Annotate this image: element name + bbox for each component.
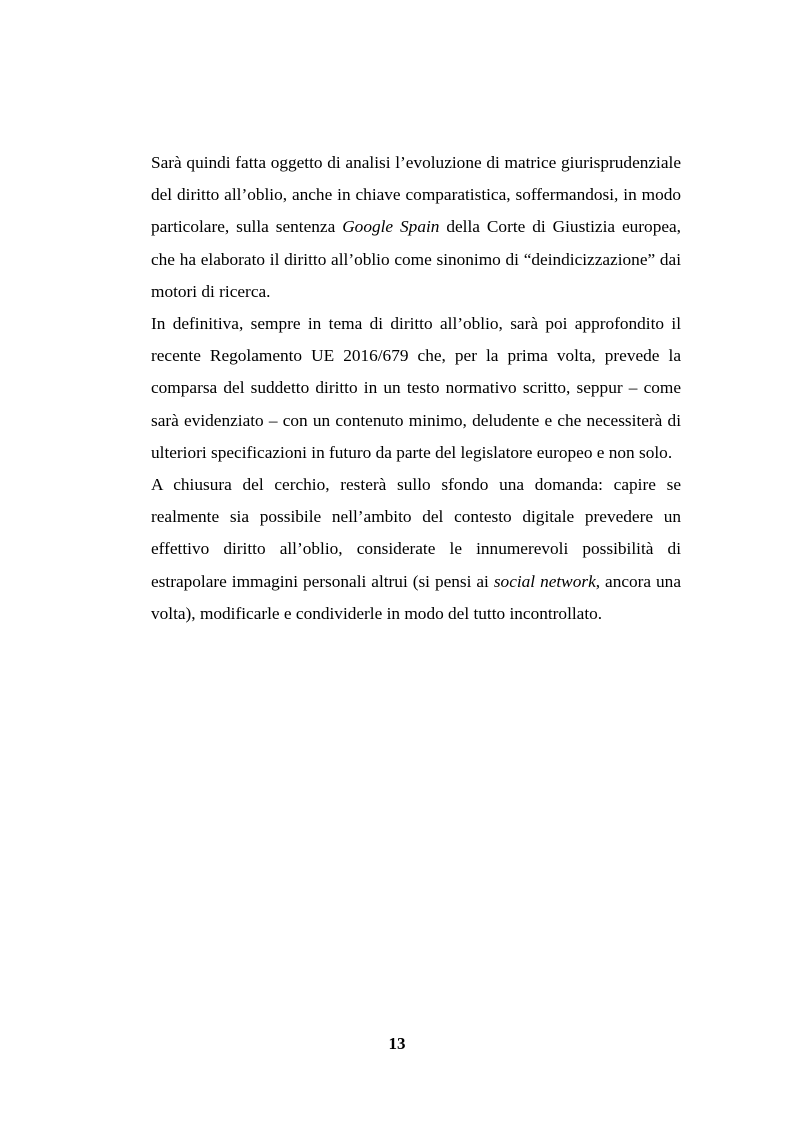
paragraph-3-text-b: , ancora una volta), modificarle e condividerle in modo del tutto incontrollato. <box>151 571 681 623</box>
paragraph-regolamento <box>151 308 681 469</box>
social-network-italic: social network <box>493 571 596 591</box>
paragraph-3-text-a: A chiusura del cerchio, resterà sullo sfondo una domanda: capire se realmente sia possibile nell’ambito del contesto digitale prevedere un effettivo diritto all’oblio, considerate le innumerevoli possibilità di estrapolare immagini personali altrui (si pensi ai <box>151 475 681 591</box>
paragraph-1-text-b: della Corte di Giustizia europea, che ha elaborato il diritto all’oblio come sinonimo di “deindicizzazione” dai motori di ricerca. <box>151 217 682 301</box>
google-spain-italic: Google Spain <box>342 217 440 237</box>
paragraph-chiusura <box>151 469 681 630</box>
paragraph-1-text-a: Sarà quindi fatta oggetto di analisi l’evoluzione di matrice giurisprudenziale del diritto all’oblio, anche in chiave comparatistica, soffermandosi, in modo particolare, sulla sentenza <box>151 153 681 237</box>
paragraph-2-text: In definitiva, sempre in tema di diritto all’oblio, sarà poi approfondito il recente Regolamento UE 2016/679 che, per la prima volta, prevede la comparsa del suddetto diritto in un testo normativo scritto, seppur – come sarà evidenziato – con un contenuto minimo, deludente e che necessiterà di ulteriori specificazioni in futuro da parte del legislatore europeo e non solo. <box>151 314 681 462</box>
body-text <box>151 147 681 630</box>
paragraph-google-spain <box>151 147 681 308</box>
page-number: 13 <box>388 1034 406 1053</box>
